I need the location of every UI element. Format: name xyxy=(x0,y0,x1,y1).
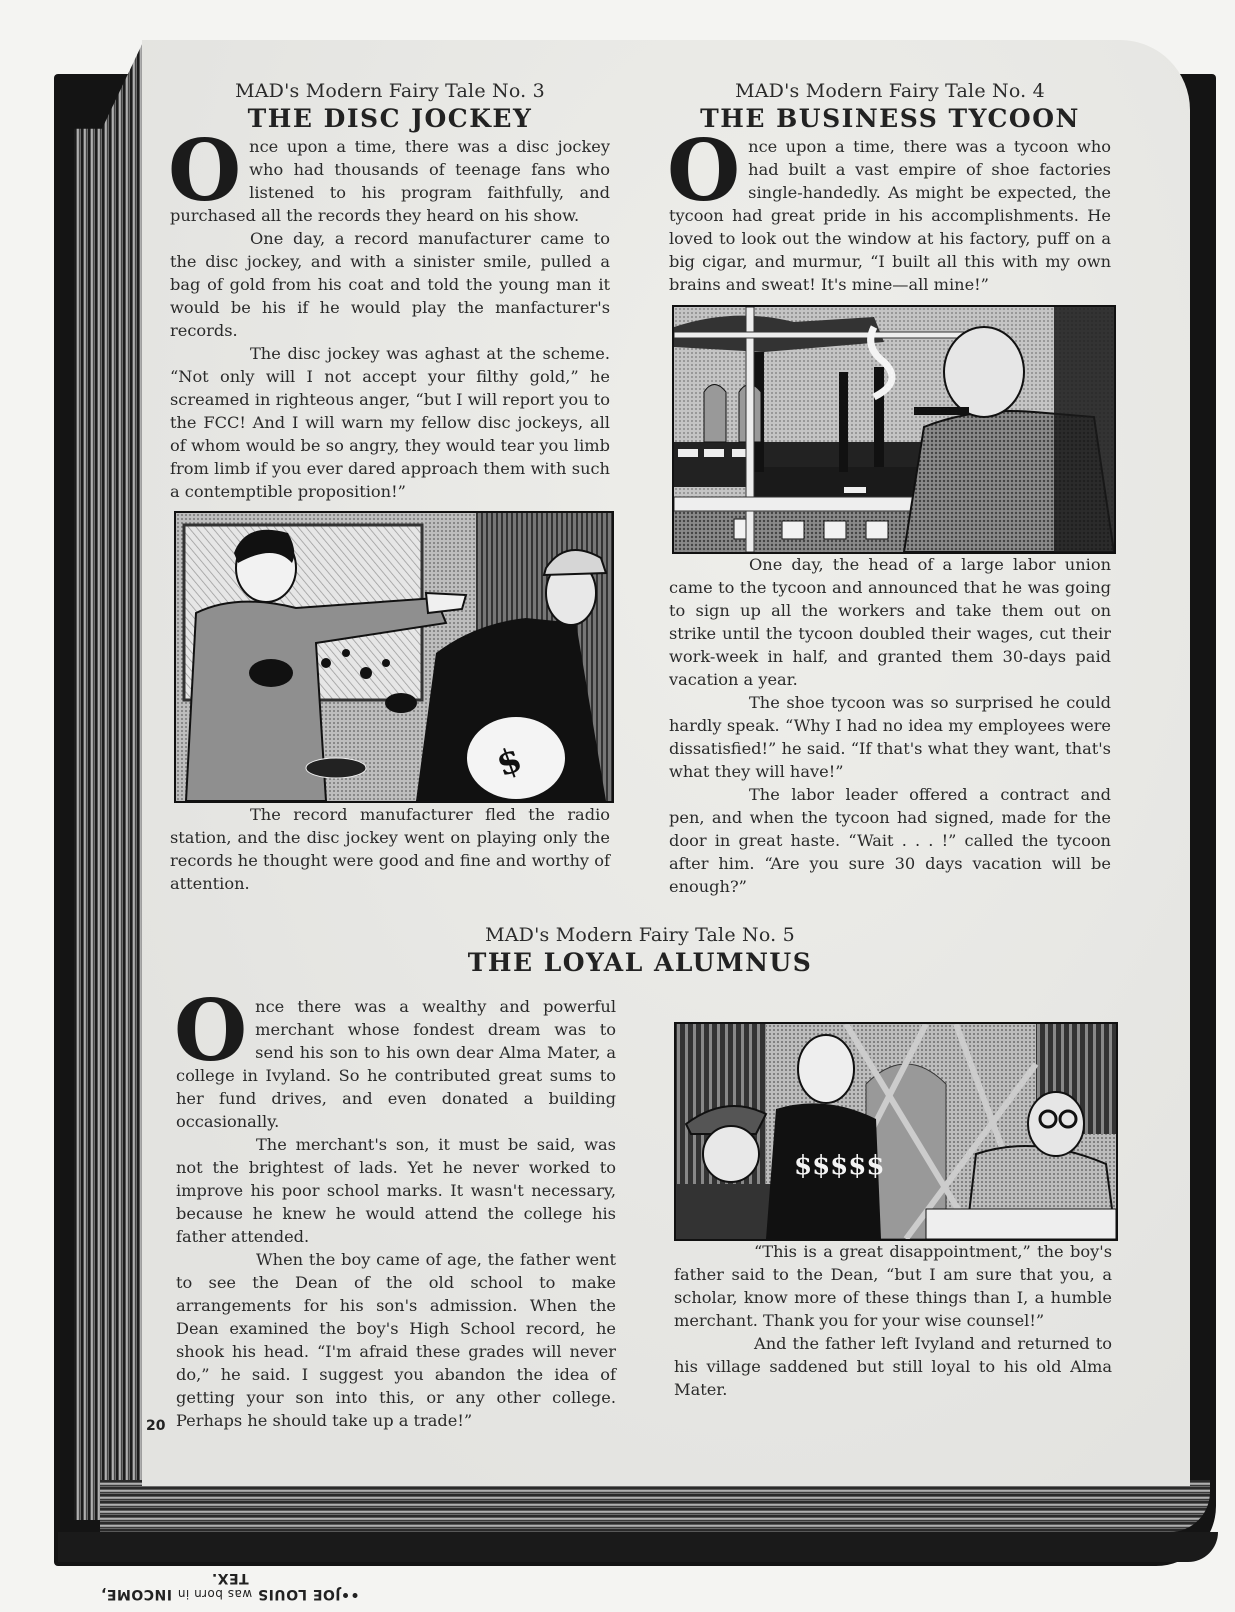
tale-kicker: MAD's Modern Fairy Tale No. 3 xyxy=(235,80,545,102)
upside-down-footnote: ••JOE LOUIS was born in INCOME, TEX. xyxy=(100,1570,360,1602)
drop-cap: O xyxy=(667,121,741,220)
paragraph: The labor leader offered a contract and pen, and when the tycoon had signed, made for the door in great haste. “Wait . . . !” called the tycoon after him. “Are you sure 30 days vacation will be enough?” xyxy=(669,785,1111,896)
illustration-loyal-alumnus xyxy=(674,1022,1118,1241)
illustration-business-tycoon xyxy=(672,305,1116,554)
tale-loyal-alumnus-left xyxy=(174,981,616,1432)
page-number: 20 xyxy=(146,1418,166,1434)
paragraph: One day, the head of a large labor union came to the tycoon and announced that he was going to sign up all the workers and take them out on strike until the tycoon doubled their wages, cut their work-week in half, and granted them 30-days paid vacation a year. xyxy=(669,555,1111,689)
paragraph: The merchant's son, it must be said, was not the brightest of lads. Yet he never worked to improve his poor school marks. It wasn't necessary, because he knew he would attend the college his father attended. xyxy=(176,1135,616,1246)
tale-business-tycoon-conclusion xyxy=(669,553,1111,898)
paragraph: Once there was a wealthy and powerful merchant whose fondest dream was to send his son to his own dear Alma Mater, a college in Ivyland. So he contributed great sums to her fund drives, and even donated a building occasionally. xyxy=(174,981,616,1131)
story-text xyxy=(674,1240,1112,1401)
tale-loyal-alumnus-header xyxy=(380,924,900,977)
story-text xyxy=(669,553,1111,898)
tale-disc-jockey-conclusion xyxy=(170,803,610,895)
tale-loyal-alumnus-right xyxy=(674,1240,1112,1401)
tale-title: THE DISC JOCKEY xyxy=(247,104,533,133)
paragraph: Once upon a time, there was a disc jockey who had thousands of teenage fans who listened to his program faithfully, and purchased all the records they heard on his show. xyxy=(168,121,610,225)
drop-cap: O xyxy=(168,121,242,220)
book-page-edges-bottom xyxy=(100,1480,1210,1532)
svg-text:$$$$$: $$$$$ xyxy=(794,1151,885,1181)
svg-text:$: $ xyxy=(491,739,528,786)
tale-title: THE LOYAL ALUMNUS xyxy=(467,948,813,977)
tale-disc-jockey xyxy=(170,80,610,503)
tale-kicker: MAD's Modern Fairy Tale No. 4 xyxy=(735,80,1045,102)
paragraph: The record manufacturer fled the radio station, and the disc jockey went on playing only the records he thought were good and fine and worthy of attention. xyxy=(170,805,610,893)
book-cover-bottom xyxy=(58,1532,1218,1562)
paragraph: When the boy came of age, the father went to see the Dean of the old school to make arrangements for his son's admission. When the Dean examined the boy's High School record, he shook his head. “I'm afraid these grades will never do,” he said. I suggest you abandon the idea of getting your son into this, or any other college. Perhaps he should take up a trade!” xyxy=(176,1250,616,1430)
story-text xyxy=(667,121,1111,296)
paragraph: Once upon a time, there was a tycoon who had built a vast empire of shoe factories single-handedly. As might be expected, the tycoon had great pride in his accomplishments. He loved to look out the window at his factory, puff on a big cigar, and murmur, “I built all this with my own brains and sweat! It's mine—all mine!” xyxy=(667,121,1111,294)
story-text xyxy=(170,803,610,895)
story-text xyxy=(174,981,616,1432)
paragraph: The disc jockey was aghast at the scheme. “Not only will I not accept your filthy gold,” he screamed in righteous anger, “but I will report you to the FCC! And I will warn my fellow disc jockeys, all of whom would be so angry, they would tear you limb from limb if you ever dared approach them with such a contemptible proposition!” xyxy=(170,344,610,501)
paragraph: The shoe tycoon was so surprised he could hardly speak. “Why I had no idea my employees were dissatisfied!” he said. “If that's what they want, that's what they will have!” xyxy=(669,693,1111,781)
drop-cap: O xyxy=(174,981,248,1080)
book-page-edges-left xyxy=(74,40,144,1520)
tale-kicker: MAD's Modern Fairy Tale No. 5 xyxy=(485,924,795,946)
tale-title: THE BUSINESS TYCOON xyxy=(700,104,1080,133)
story-text xyxy=(168,121,610,503)
paragraph: One day, a record manufacturer came to the disc jockey, and with a sinister smile, pulled a bag of gold from his coat and told the young man it would be his if he would play the manfacturer's records. xyxy=(170,229,610,340)
illustration-disc-jockey xyxy=(174,511,614,803)
tale-business-tycoon xyxy=(669,80,1111,296)
paragraph: And the father left Ivyland and returned to his village saddened but still loyal to his old Alma Mater. xyxy=(674,1334,1112,1399)
paragraph: “This is a great disappointment,” the boy's father said to the Dean, “but I am sure that you, a scholar, know more of these things than I, a humble merchant. Thank you for your wise counsel!” xyxy=(674,1242,1112,1330)
